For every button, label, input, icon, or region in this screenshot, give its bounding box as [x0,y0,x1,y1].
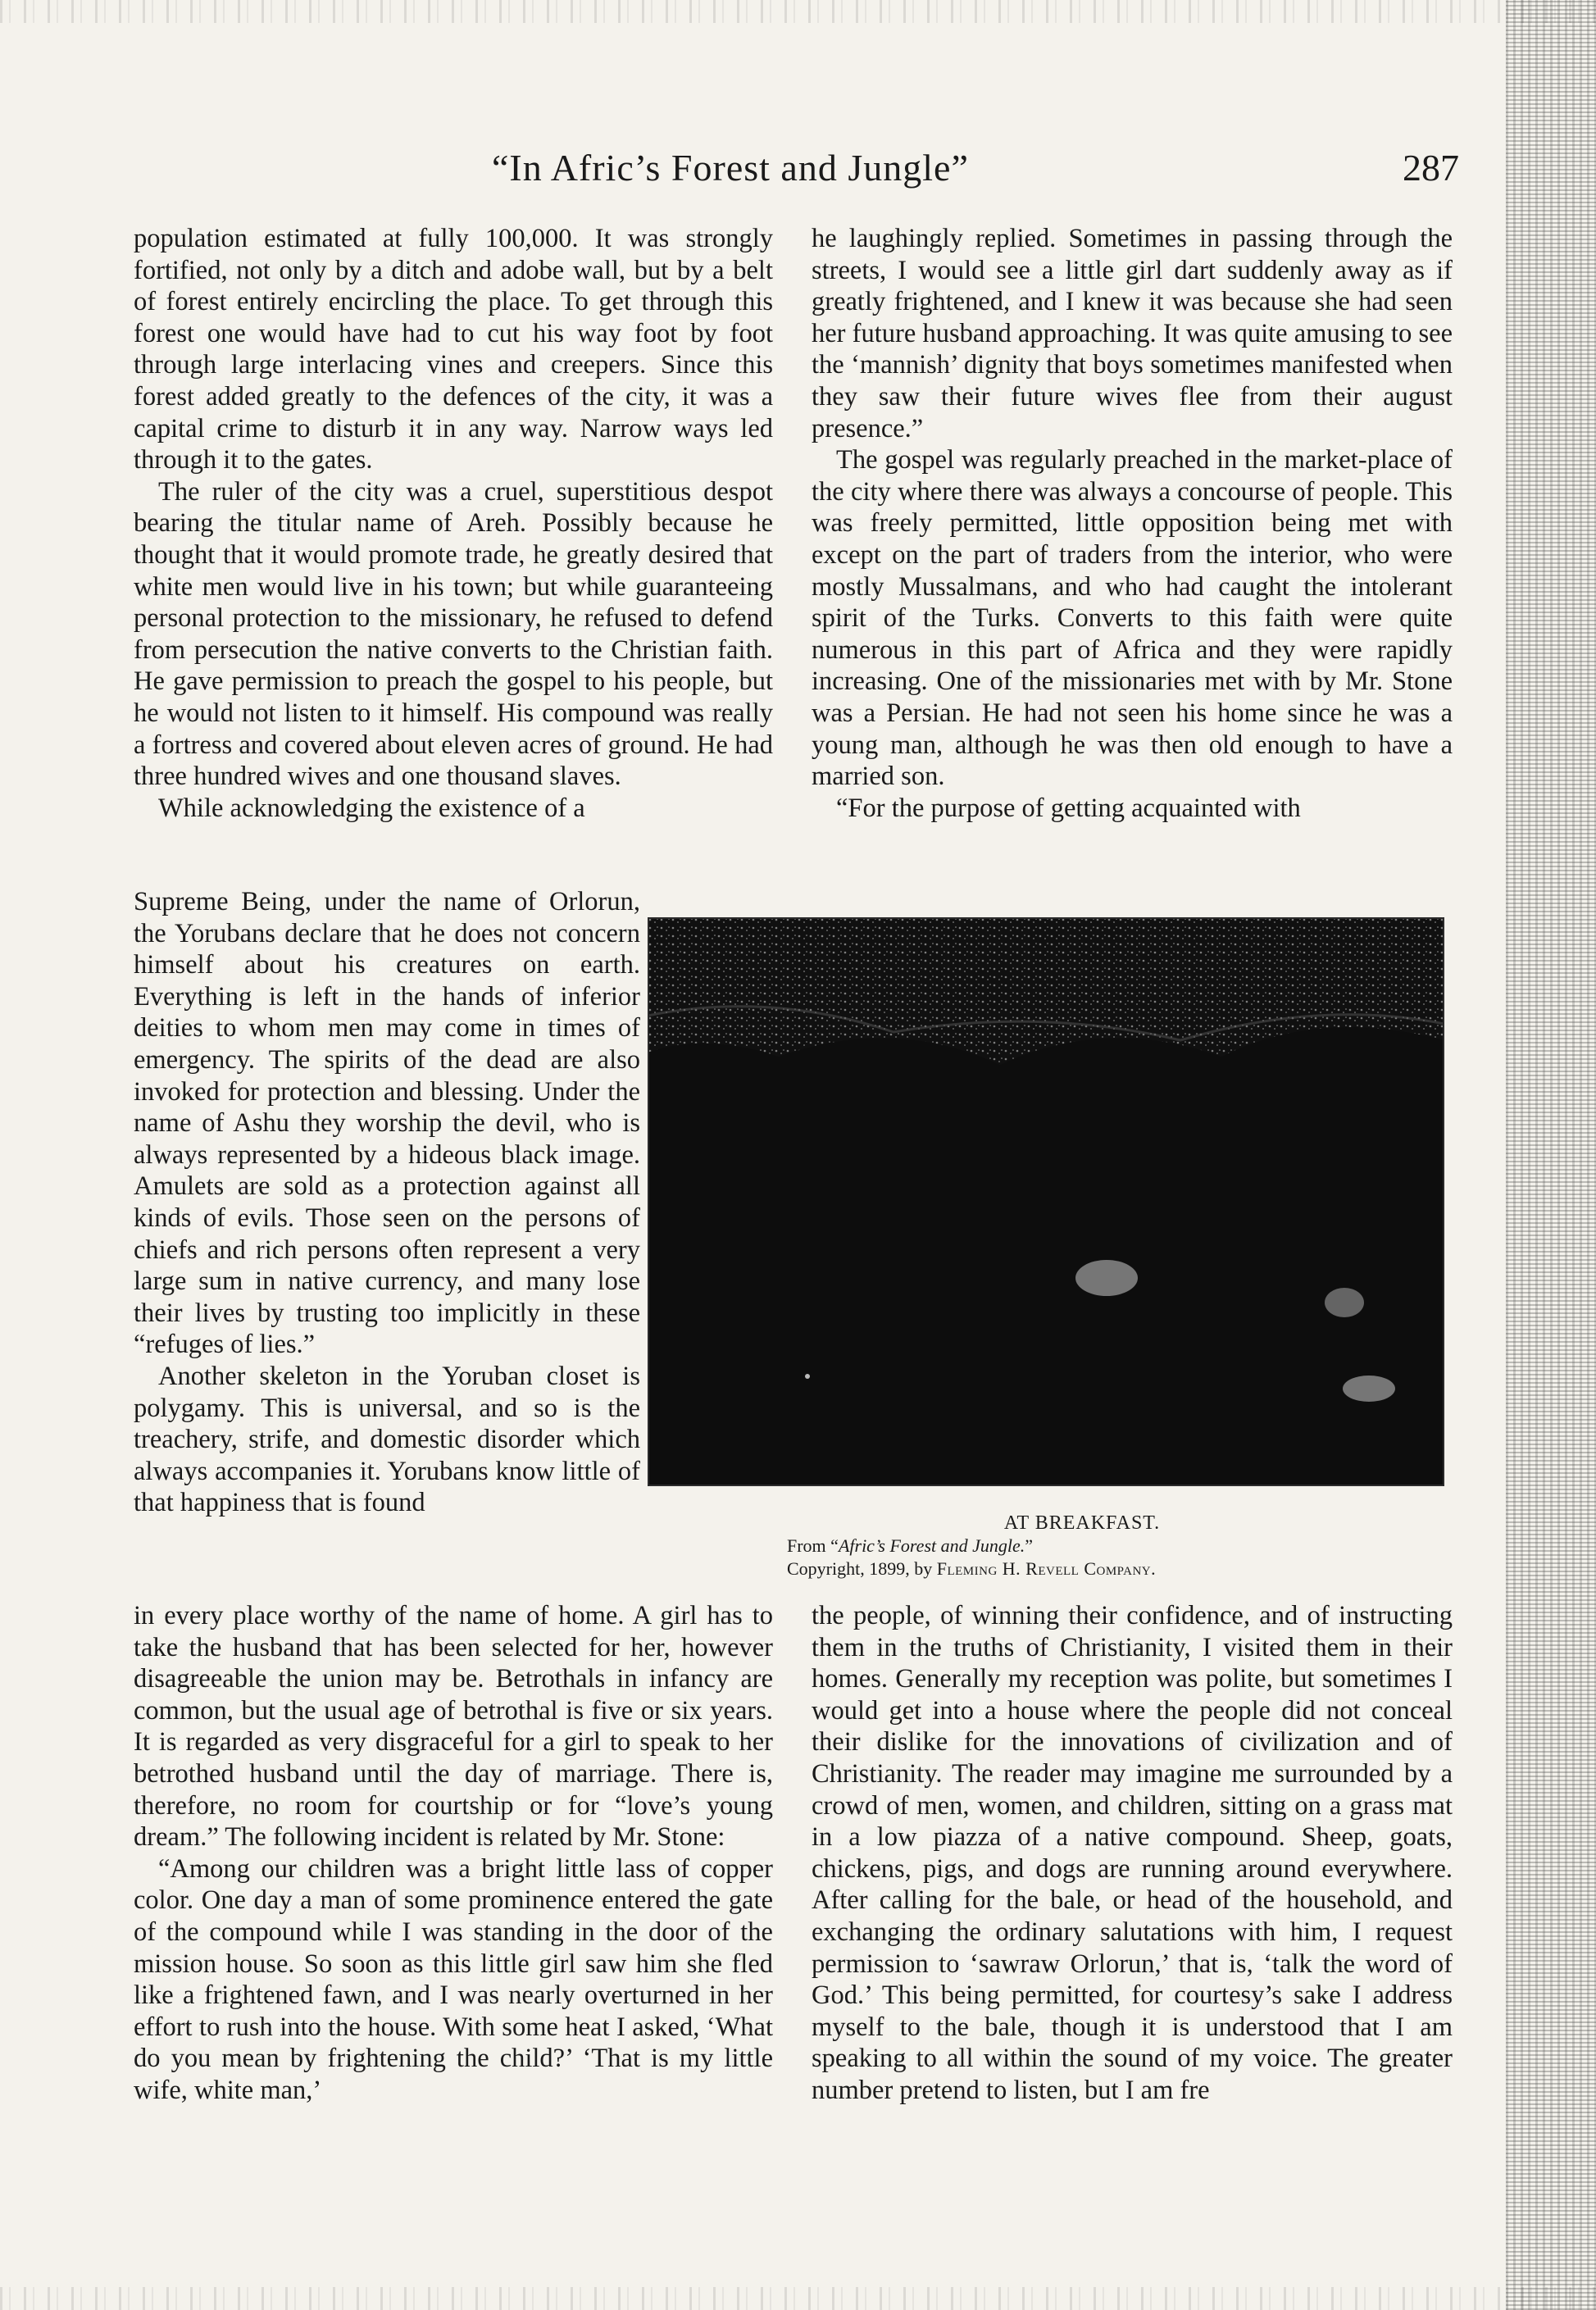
right-column-top [812,223,1453,824]
caption-publisher: Fleming H. Revell Company. [936,1558,1157,1579]
paragraph: population estimated at fully 100,000. It was strongly fortified, not only by a ditch and adobe wall, but by a belt of forest entirely encircling the place. To get through this forest one would have had to cut his way foot by foot through large interlacing vines and creepers. Since this forest added greatly to the defences of the city, it was a capital crime to disturb it in any way. Narrow ways led through it to the gates. [134,224,773,475]
scan-noise-top [0,0,1596,23]
running-title: “In Afric’s Forest and Jungle” [492,147,969,189]
left-column-top [134,223,773,824]
left-column-bottom [134,1600,773,2107]
figure-caption [787,1512,1443,1580]
paragraph: “For the purpose of getting acquainted with [836,793,1301,823]
paragraph: Supreme Being, under the name of Orlorun, the Yorubans declare that he does not concern himself about his creatures on earth. Everything is left in the hands of inferior deities to whom men may come in times of emergency. The spirits of the dead are also invoked for protection and blessing. Under the name of Ashu they worship the devil, who is always represented by a hideous black image. Amulets are sold as a protection against all kinds of evils. Those seen on the persons of chiefs and rich persons often represent a very large sum in native currency, and many lose their lives by trusting too implicitly in these “refuges of lies.” [134,887,640,1360]
caption-source: From “Afric’s Forest and Jungle.” [787,1535,1034,1556]
paragraph: The gospel was regularly preached in the market-place of the city where there was always a concourse of people. This was freely permitted, little opposition being met with except on the part of traders from the interior, who were mostly Mussalmans, and who had caught the intolerant spirit of the Turks. Converts to this faith were quite numerous in this part of Africa and they were rapidly increasing. One of the missionaries met with by Mr. Stone was a Persian. He had not seen his home since he was a young man, although he was then old enough to have a married son. [812,445,1453,792]
paragraph: While acknowledging the existence of a [158,793,585,823]
paragraph: Another skeleton in the Yoruban closet is polygamy. This is universal, and so is the treachery, strife, and domestic disorder which always accompanies it. Yorubans know little of that happiness that is found [134,1361,640,1518]
right-column-bottom [812,1600,1453,2107]
caption-copyright: Copyright, 1899, by Fleming H. Revell Company. [787,1558,1157,1579]
paragraph: in every place worthy of the name of home. A girl has to take the husband that has been selected for her, however disagreeable the union may be. Betrothals in infancy are common, but the usual age of betrothal is five or six years. It is regarded as very disgraceful for a girl to speak to her betrothed husband until the day of marriage. There is, therefore, no room for courtship or for “love’s young dream.” The following incident is related by Mr. Stone: [134,1601,773,1853]
breakfast-photograph [648,917,1444,1486]
photograph-image [648,917,1444,1486]
caption-book-title: Afric’s Forest and Jungle. [838,1535,1025,1556]
scan-binding-edge [1506,0,1596,2310]
caption-title: AT BREAKFAST. [1003,1512,1161,1534]
paragraph: he laughingly replied. Sometimes in passing through the streets, I would see a little girl dart suddenly away as if greatly frightened, and I knew it was because she had seen her future husband approaching. It was quite amusing to see the ‘mannish’ dignity that boys sometimes manifested when they saw their future wives flee from their august presence.” [812,224,1453,443]
page-header [492,146,1459,203]
paragraph: The ruler of the city was a cruel, superstitious despot bearing the titular name of Areh. Possibly because he thought that it would promote trade, he greatly desired that white men would live in his town; but while guaranteeing personal protection to the missionary, he refused to defend from persecution the native converts to the Christian faith. He gave permission to preach the gospel to his people, but he would not listen to it himself. His compound was really a fortress and covered about eleven acres of ground. He had three hundred wives and one thousand slaves. [134,476,773,792]
paragraph: the people, of winning their confidence, and of instructing them in the truths of Christianity, I visited them in their homes. Generally my reception was polite, but sometimes I would get into a house where the people did not conceal their dislike for the innovations of civilization and of Christianity. The reader may imagine me surrounded by a crowd of men, women, and children, sitting on a grass mat in a low piazza of a native compound. Sheep, goats, chickens, pigs, and dogs are running around everywhere. After calling for the bale, or head of the household, and exchanging the ordinary salutations with him, I request permission to ‘sawraw Orlorun,’ that is, ‘talk the word of God.’ This being permitted, for courtesy’s sake I address myself to the bale, though it is understood that I am speaking to all within the sound of my voice. The greater number pretend to listen, but I am fre [812,1601,1453,2105]
scan-noise-bottom [0,2287,1596,2310]
paragraph: “Among our children was a bright little lass of copper color. One day a man of some prominence entered the gate of the compound while I was standing in the door of the mission house. So soon as this little girl saw him she fled like a frightened fawn, and I was nearly overturned in her effort to rush into the house. With some heat I asked, ‘What do you mean by frightening the child?’ ‘That is my little wife, white man,’ [134,1853,773,2105]
page-number: 287 [1403,147,1459,189]
left-column-wrap [134,886,640,1519]
